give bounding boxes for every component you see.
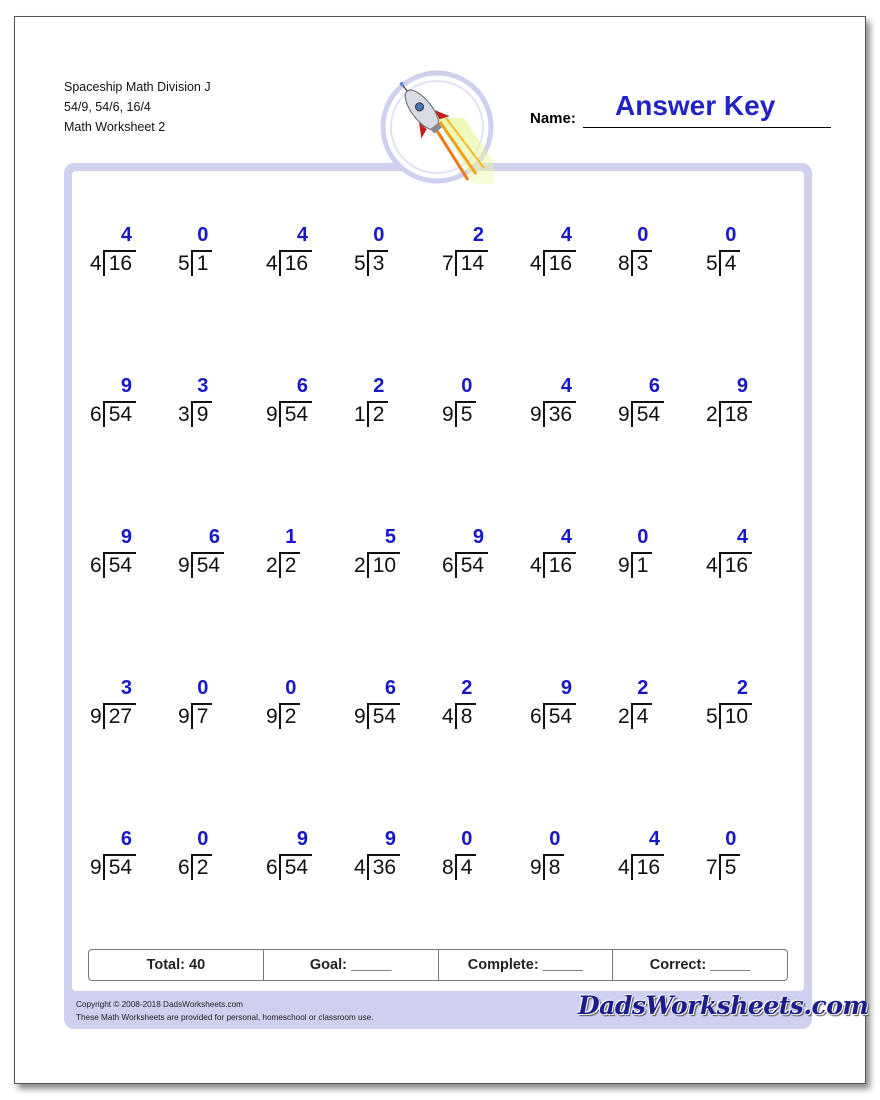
division-problem xyxy=(86,375,166,427)
division-problem xyxy=(702,828,782,880)
answer: 0 xyxy=(549,828,561,850)
divisor: 9 xyxy=(442,403,454,426)
divisor: 2 xyxy=(266,554,278,577)
divisor: 4 xyxy=(530,554,542,577)
division-problem xyxy=(262,224,342,276)
dividend: 54 xyxy=(279,854,312,880)
dividend: 36 xyxy=(367,854,400,880)
answer: 1 xyxy=(285,526,297,548)
worksheet-number: Math Worksheet 2 xyxy=(64,120,166,134)
dividend: 18 xyxy=(719,401,752,427)
division-problem xyxy=(438,526,518,578)
answer: 4 xyxy=(560,375,573,397)
dividend: 2 xyxy=(279,703,301,729)
division-problem xyxy=(262,375,342,427)
divisor: 4 xyxy=(266,252,278,275)
divisor: 5 xyxy=(706,252,718,275)
problem-frame xyxy=(64,163,812,1029)
division-problem xyxy=(614,828,694,880)
answer: 9 xyxy=(472,526,485,548)
division-problem xyxy=(86,224,166,276)
divisor: 4 xyxy=(354,856,366,879)
division-problem xyxy=(350,375,430,427)
answer-key: Answer Key xyxy=(615,90,776,121)
division-problem xyxy=(350,677,430,729)
dividend: 4 xyxy=(719,250,741,276)
divisor: 2 xyxy=(354,554,366,577)
answer: 9 xyxy=(384,828,397,850)
divisor: 2 xyxy=(706,403,718,426)
division-problem xyxy=(262,828,342,880)
answer: 5 xyxy=(384,526,397,548)
division-problem xyxy=(614,677,694,729)
answer: 0 xyxy=(285,677,297,699)
name-field[interactable] xyxy=(583,127,831,128)
answer: 6 xyxy=(120,828,133,850)
dividend: 1 xyxy=(631,552,653,578)
dividend: 2 xyxy=(279,552,301,578)
dividend: 7 xyxy=(191,703,213,729)
worksheet-title: Spaceship Math Division J xyxy=(64,80,211,94)
score-summary xyxy=(88,949,788,981)
divisor: 1 xyxy=(354,403,366,426)
worksheet-facts: 54/9, 54/6, 16/4 xyxy=(64,100,151,114)
answer: 0 xyxy=(637,526,649,548)
answer: 3 xyxy=(120,677,133,699)
answer: 3 xyxy=(197,375,209,397)
divisor: 9 xyxy=(618,403,630,426)
dividend: 27 xyxy=(103,703,136,729)
division-problem xyxy=(262,677,342,729)
brand-logo[interactable]: DadsWorksheets.com xyxy=(578,991,869,1020)
division-problem xyxy=(526,526,606,578)
answer: 0 xyxy=(725,224,737,246)
answer: 0 xyxy=(725,828,737,850)
division-problem xyxy=(350,526,430,578)
dividend: 54 xyxy=(455,552,488,578)
dividend: 9 xyxy=(191,401,213,427)
answer: 0 xyxy=(197,224,209,246)
dividend: 10 xyxy=(367,552,400,578)
dividend: 16 xyxy=(279,250,312,276)
dividend: 16 xyxy=(543,552,576,578)
dividend: 4 xyxy=(631,703,653,729)
division-problem xyxy=(702,375,782,427)
division-problem xyxy=(526,677,606,729)
division-problem xyxy=(614,526,694,578)
divisor: 5 xyxy=(706,705,718,728)
division-problem xyxy=(174,828,254,880)
dividend: 54 xyxy=(367,703,400,729)
division-problem xyxy=(86,677,166,729)
divisor: 9 xyxy=(90,856,102,879)
divisor: 3 xyxy=(178,403,190,426)
divisor: 4 xyxy=(706,554,718,577)
correct-field[interactable]: Correct: _____ xyxy=(649,957,751,973)
complete-field[interactable]: Complete: _____ xyxy=(439,950,614,980)
dividend: 3 xyxy=(631,250,653,276)
answer: 2 xyxy=(637,677,649,699)
answer: 6 xyxy=(648,375,661,397)
dividend: 16 xyxy=(543,250,576,276)
division-problem xyxy=(262,526,342,578)
division-problem xyxy=(86,526,166,578)
dividend: 14 xyxy=(455,250,488,276)
answer: 4 xyxy=(296,224,309,246)
division-problem xyxy=(438,375,518,427)
dividend: 36 xyxy=(543,401,576,427)
dividend: 54 xyxy=(631,401,664,427)
dividend: 5 xyxy=(719,854,741,880)
divisor: 5 xyxy=(178,252,190,275)
division-problem xyxy=(174,677,254,729)
divisor: 6 xyxy=(442,554,454,577)
divisor: 6 xyxy=(178,856,190,879)
division-problem xyxy=(526,828,606,880)
dividend: 4 xyxy=(455,854,477,880)
division-problem xyxy=(526,375,606,427)
division-problem xyxy=(702,224,782,276)
divisor: 6 xyxy=(530,705,542,728)
divisor: 6 xyxy=(90,403,102,426)
divisor: 2 xyxy=(618,705,630,728)
division-problem xyxy=(86,828,166,880)
divisor: 4 xyxy=(530,252,542,275)
division-problem xyxy=(350,828,430,880)
answer: 2 xyxy=(472,224,485,246)
dividend: 54 xyxy=(191,552,224,578)
dividend: 3 xyxy=(367,250,389,276)
divisor: 8 xyxy=(442,856,454,879)
total-count: Total: 40 xyxy=(89,950,264,980)
divisor: 7 xyxy=(442,252,454,275)
rocket-icon xyxy=(380,70,494,184)
division-problem xyxy=(174,224,254,276)
answer: 2 xyxy=(461,677,473,699)
divisor: 4 xyxy=(618,856,630,879)
dividend: 54 xyxy=(103,552,136,578)
dividend: 54 xyxy=(543,703,576,729)
answer: 2 xyxy=(736,677,749,699)
answer: 4 xyxy=(560,224,573,246)
dividend: 2 xyxy=(191,854,213,880)
answer: 4 xyxy=(648,828,661,850)
division-problem xyxy=(438,828,518,880)
dividend: 54 xyxy=(103,401,136,427)
dividend: 54 xyxy=(279,401,312,427)
answer: 4 xyxy=(560,526,573,548)
divisor: 4 xyxy=(90,252,102,275)
copyright: Copyright © 2008-2018 DadsWorksheets.com xyxy=(76,1000,243,1009)
dividend: 1 xyxy=(191,250,213,276)
answer: 0 xyxy=(637,224,649,246)
answer: 9 xyxy=(736,375,749,397)
divisor: 6 xyxy=(90,554,102,577)
divisor: 9 xyxy=(354,705,366,728)
division-problem xyxy=(614,224,694,276)
answer: 4 xyxy=(736,526,749,548)
dividend: 8 xyxy=(455,703,477,729)
answer: 0 xyxy=(461,828,473,850)
dividend: 8 xyxy=(543,854,565,880)
division-problem xyxy=(702,677,782,729)
divisor: 9 xyxy=(530,856,542,879)
divisor: 6 xyxy=(266,856,278,879)
divisor: 5 xyxy=(354,252,366,275)
name-label: Name: xyxy=(530,110,576,127)
divisor: 8 xyxy=(618,252,630,275)
dividend: 16 xyxy=(631,854,664,880)
answer: 4 xyxy=(120,224,133,246)
dividend: 5 xyxy=(455,401,477,427)
divisor: 9 xyxy=(266,705,278,728)
dividend: 16 xyxy=(719,552,752,578)
usage-notice: These Math Worksheets are provided for personal, homeschool or classroom use. xyxy=(76,1013,374,1022)
division-problem xyxy=(614,375,694,427)
goal-field[interactable]: Goal: _____ xyxy=(264,950,439,980)
answer: 0 xyxy=(197,677,209,699)
divisor: 9 xyxy=(618,554,630,577)
answer: 0 xyxy=(373,224,385,246)
division-problem xyxy=(702,526,782,578)
dividend: 2 xyxy=(367,401,389,427)
division-problem xyxy=(438,677,518,729)
answer: 9 xyxy=(120,526,133,548)
dividend: 10 xyxy=(719,703,752,729)
divisor: 4 xyxy=(442,705,454,728)
answer: 6 xyxy=(208,526,221,548)
footer-text xyxy=(76,998,373,1024)
worksheet-header xyxy=(64,77,211,137)
answer: 9 xyxy=(560,677,573,699)
divisor: 7 xyxy=(706,856,718,879)
answer: 0 xyxy=(197,828,209,850)
divisor: 9 xyxy=(530,403,542,426)
dividend: 16 xyxy=(103,250,136,276)
division-problem xyxy=(526,224,606,276)
answer: 0 xyxy=(461,375,473,397)
answer: 6 xyxy=(384,677,397,699)
division-problem xyxy=(174,526,254,578)
answer: 9 xyxy=(296,828,309,850)
answer: 2 xyxy=(373,375,385,397)
division-problem xyxy=(174,375,254,427)
answer: 6 xyxy=(296,375,309,397)
divisor: 9 xyxy=(266,403,278,426)
division-problem xyxy=(350,224,430,276)
divisor: 9 xyxy=(178,705,190,728)
division-problem xyxy=(438,224,518,276)
answer: 9 xyxy=(120,375,133,397)
divisor: 9 xyxy=(90,705,102,728)
divisor: 9 xyxy=(178,554,190,577)
dividend: 54 xyxy=(103,854,136,880)
